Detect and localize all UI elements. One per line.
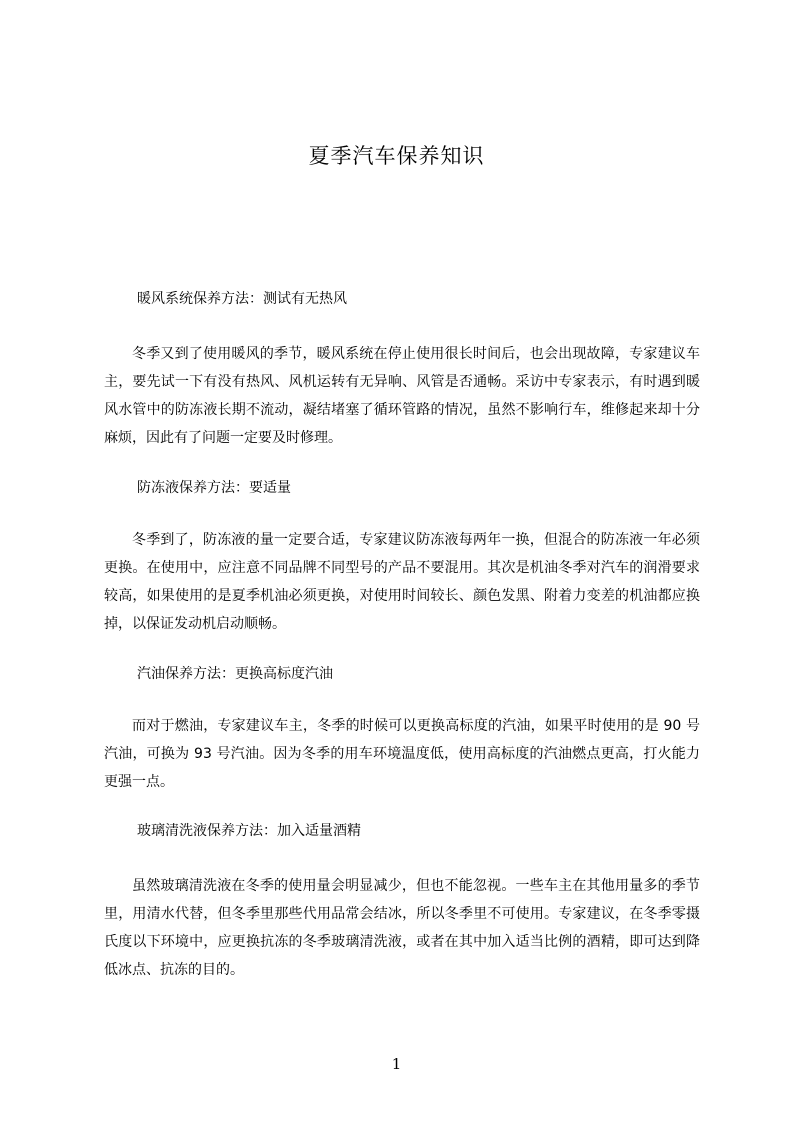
section-heading-washer-fluid: 玻璃清洗液保养方法：加入适量酒精 <box>137 823 361 839</box>
section-heading-gasoline: 汽油保养方法：更换高标度汽油 <box>137 666 333 682</box>
document-title: 夏季汽车保养知识 <box>308 144 485 168</box>
section-heading-heating: 暖风系统保养方法：测试有无热风 <box>137 291 347 307</box>
section-heading-antifreeze: 防冻液保养方法：要适量 <box>137 480 291 496</box>
section-body-heating: 冬季又到了使用暖风的季节，暖风系统在停止使用很长时间后，也会出现故障，专家建议车主，要先试一下有没有热风、风机运转有无异响、风管是否通畅。采访中专家表示，有时遇到暖风水管中的防冻液长期不流动，凝结堵塞了循环管路的情况，虽然不影响行车，维修起来却十分麻烦，因此有了问题一定要及时修理。 <box>104 346 700 446</box>
section-body-antifreeze: 冬季到了，防冻液的量一定要合适，专家建议防冻液每两年一换，但混合的防冻液一年必须更换。在使用中，应注意不同品牌不同型号的产品不要混用。其次是机油冬季对汽车的润滑要求较高，如果使用的是夏季机油必须更换，对使用时间较长、颜色发黑、附着力变差的机油都应换掉，以保证发动机启动顺畅。 <box>104 532 700 632</box>
section-body-gasoline: 而对于燃油，专家建议车主，冬季的时候可以更换高标度的汽油，如果平时使用的是 90 号汽油，可换为 93 号汽油。因为冬季的用车环境温度低，使用高标度的汽油燃点更高，打火能力更强一点。 <box>104 718 700 790</box>
page-number: 1 <box>391 1055 402 1073</box>
section-body-washer-fluid: 虽然玻璃清洗液在冬季的使用量会明显减少，但也不能忽视。一些车主在其他用量多的季节里，用清水代替，但冬季里那些代用品常会结冰，所以冬季里不可使用。专家建议，在冬季零摄氏度以下环境中，应更换抗冻的冬季玻璃清洗液，或者在其中加入适当比例的酒精，即可达到降低冰点、抗冻的目的。 <box>104 878 700 978</box>
